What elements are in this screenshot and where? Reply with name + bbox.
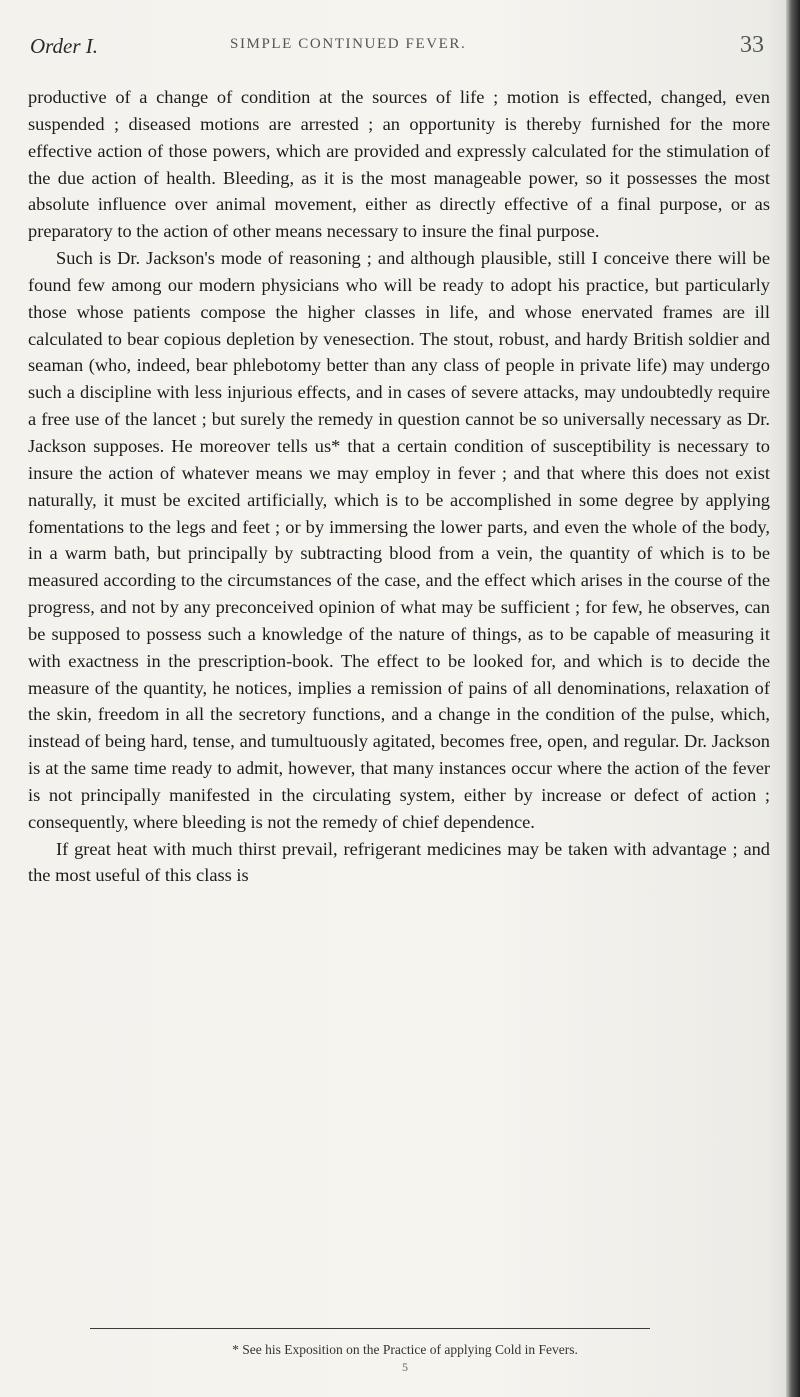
footnote-rule: [90, 1328, 650, 1329]
body-text: [28, 84, 770, 889]
page-number: 33: [740, 32, 764, 58]
order-label: Order I.: [30, 34, 99, 58]
signature-mark: 5: [402, 1360, 408, 1374]
running-header: [30, 34, 768, 68]
page-edge-shadow: [786, 0, 800, 1397]
paragraph: productive of a change of condition at the sources of life ; motion is effected, changed, even suspended ; diseased motions are arrested ; an opportunity is thereby furnished for the more effective action of those powers, which are provided and expressly calculated for the stimulation of the due action of health. Bleeding, as it is the most manageable power, so it possesses the most absolute influence over animal movement, either as directly effective of a final purpose, or as preparatory to the action of other means necessary to insure the final purpose.: [28, 87, 770, 242]
footnote: * See his Exposition on the Practice of applying Cold in Fevers.: [232, 1342, 578, 1357]
paragraph: Such is Dr. Jackson's mode of reasoning ; and although plausible, still I conceive there will be found few among our modern physicians who will be ready to adopt his practice, but particularly those whose patients compose the higher classes in life, and whose enervated frames are ill calculated to bear copious depletion by venesection. The stout, robust, and hardy British soldier and seaman (who, indeed, bear phlebotomy better than any class of people in private life) may undergo such a discipline with less injurious effects, and in cases of severe attacks, may undoubtedly require a free use of the lancet ; but surely the remedy in question cannot be so universally necessary as Dr. Jackson supposes. He moreover tells us* that a certain condition of susceptibility is necessary to insure the action of whatever means we may employ in fever ; and that where this does not exist naturally, it must be excited artificially, which is to be accomplished in some degree by applying fomentations to the legs and feet ; or by immersing the lower parts, and even the whole of the body, in a warm bath, but principally by subtracting blood from a vein, the quantity of which is to be measured according to the circumstances of the case, and the effect which arises in the course of the progress, and not by any preconceived opinion of what may be sufficient ; for few, he observes, can be supposed to possess such a knowledge of the nature of things, as to be capable of measuring it with exactness in the prescription-book. The effect to be looked for, and which is to decide the measure of the quantity, he notices, implies a remission of pains of all denominations, relaxation of the skin, freedom in all the secretory functions, and a change in the condition of the pulse, which, instead of being hard, tense, and tumultuously agitated, becomes free, open, and regular. Dr. Jackson is at the same time ready to admit, however, that many instances occur where the action of the fever is not principally manifested in the circulating system, either by increase or defect of action ; consequently, where bleeding is not the remedy of chief dependence.: [28, 248, 770, 832]
paragraph: If great heat with much thirst prevail, refrigerant medicines may be taken with advantage ; and the most useful of this class is: [28, 838, 770, 886]
running-title: SIMPLE CONTINUED FEVER.: [230, 36, 467, 52]
